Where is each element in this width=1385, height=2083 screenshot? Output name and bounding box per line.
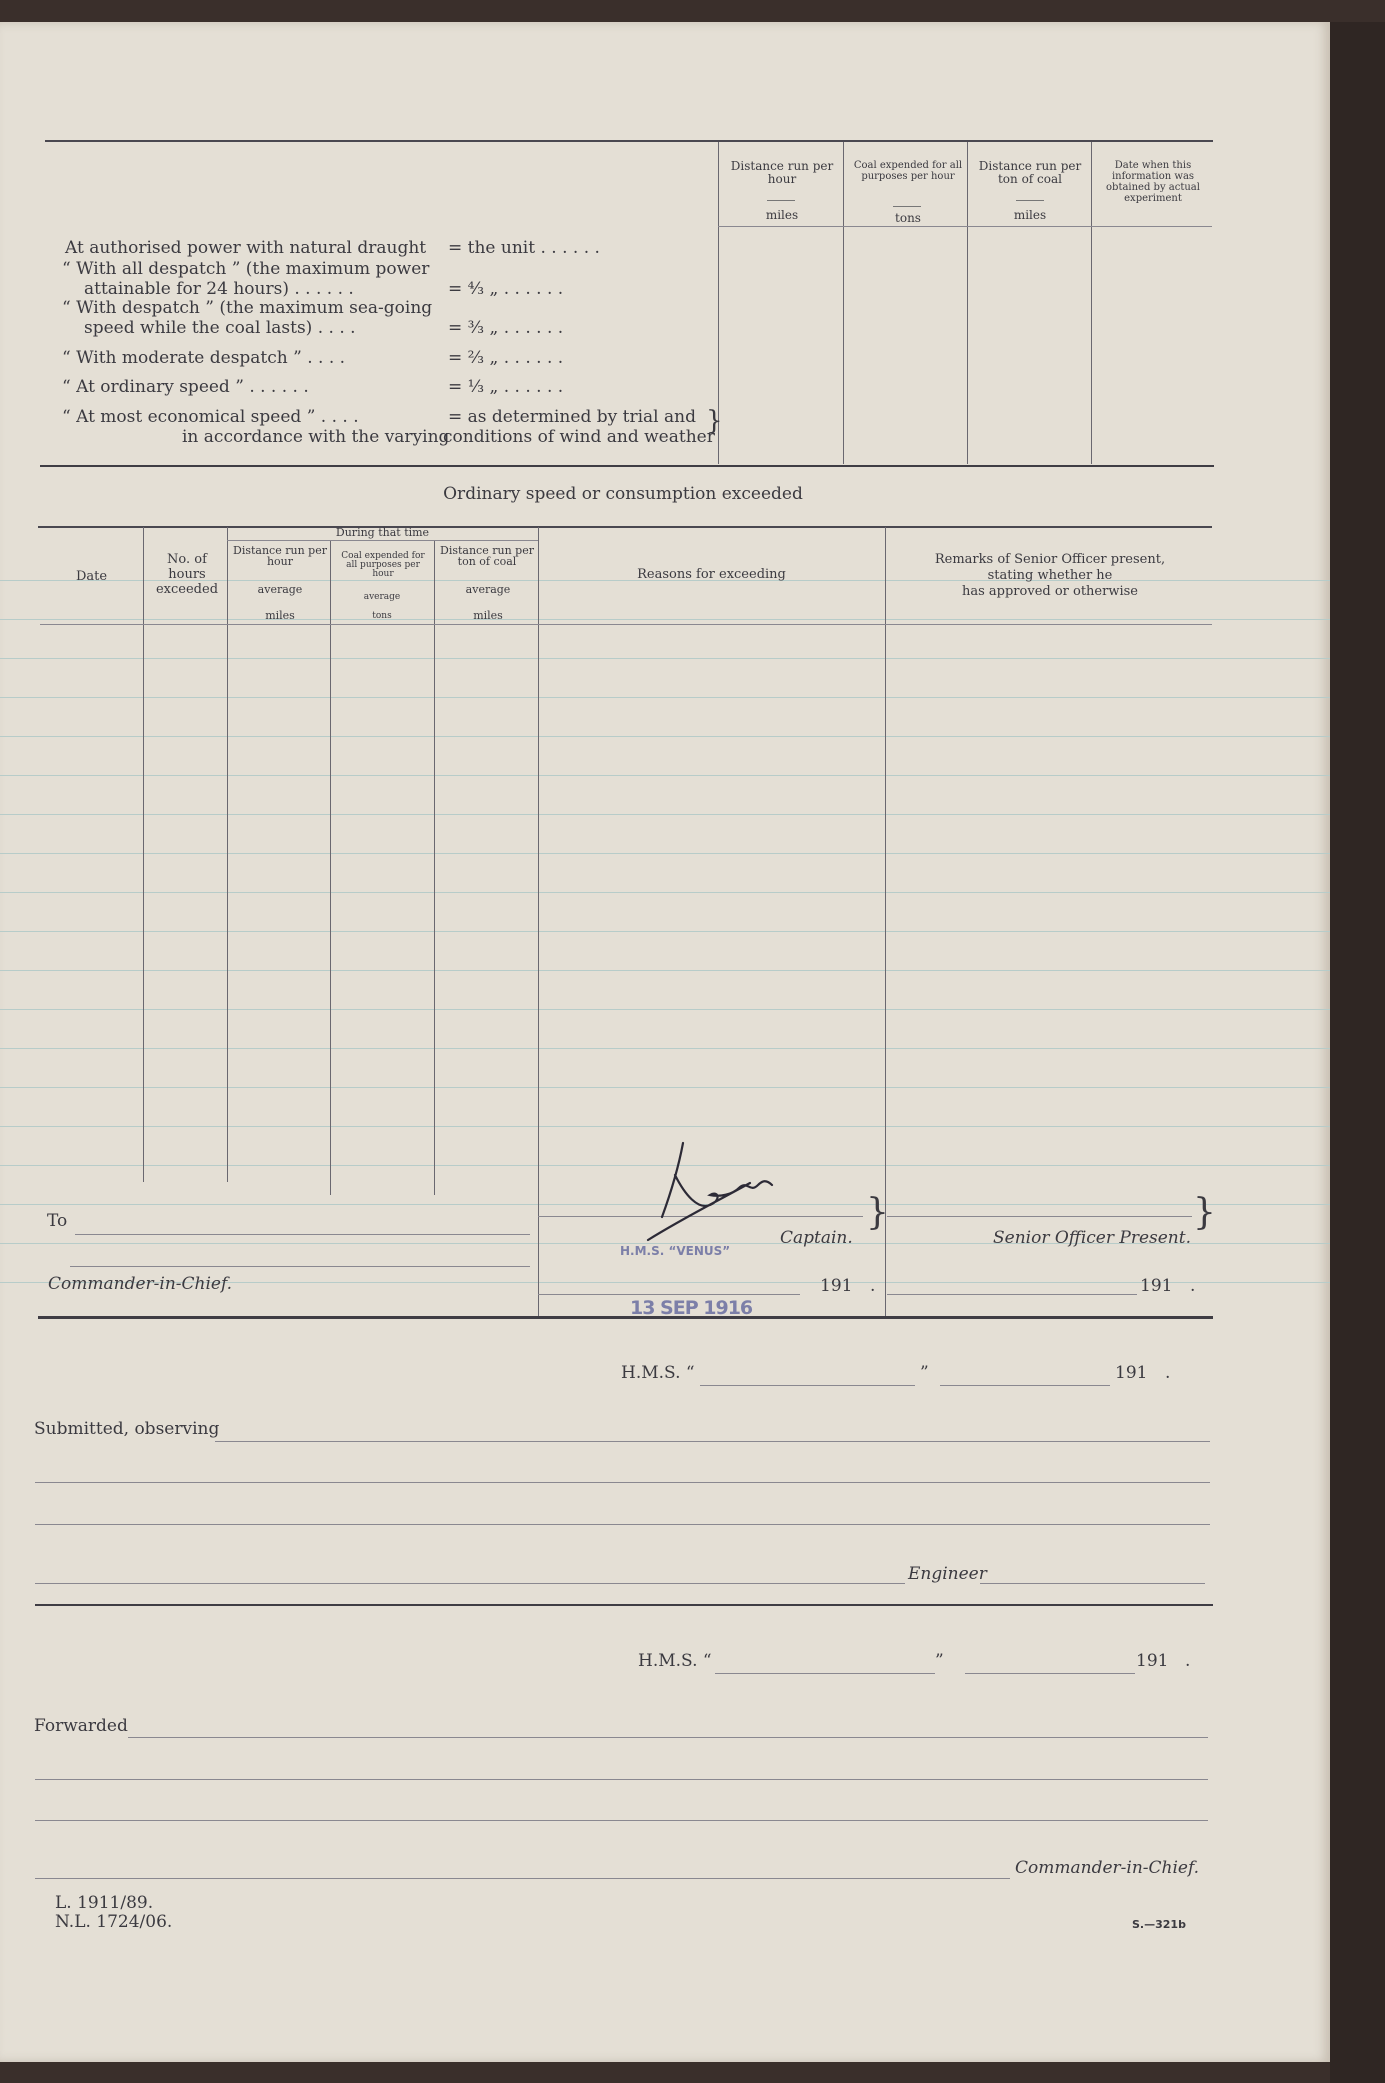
paper-rule: [0, 892, 1330, 893]
col-header-distance: Distance run per hour: [233, 544, 327, 568]
row-value: = ¹⁄₃ „ . . . . . .: [448, 377, 564, 397]
to-label: To: [47, 1211, 68, 1231]
paper-rule: [0, 814, 1330, 815]
brace: }: [866, 1192, 889, 1233]
col-header-date: Date when this information was obtained by actual experiment: [1106, 160, 1200, 204]
paper-rule: [0, 736, 1330, 737]
row-value: = ⁴⁄₃ „ . . . . . .: [448, 279, 564, 299]
year-prefix: 191: [1136, 1651, 1169, 1671]
senior-date-line[interactable]: [887, 1294, 1137, 1295]
col-header-coal: Coal expended for all purposes per hour: [853, 160, 963, 182]
col-divider: [538, 527, 539, 1317]
close-quote: ”: [920, 1363, 929, 1383]
forwarded-line[interactable]: [128, 1737, 1208, 1738]
submitted-line[interactable]: [215, 1441, 1210, 1442]
to-line[interactable]: [75, 1234, 530, 1235]
commander-in-chief-label: Commander-in-Chief.: [1015, 1858, 1200, 1878]
paper-rule: [0, 853, 1330, 854]
form-reference: N.L. 1724/06.: [55, 1912, 173, 1932]
captain-label: Captain.: [780, 1228, 853, 1248]
paper-rule: [0, 1009, 1330, 1010]
col-header-distance: Distance run per hour: [730, 159, 834, 186]
cinc-signature-line[interactable]: [35, 1878, 1010, 1879]
row-label: speed while the coal lasts) . . . .: [84, 318, 356, 338]
table-bottom-rule: [40, 465, 1214, 467]
paper-rule: [0, 1048, 1330, 1049]
senior-officer-label: Senior Officer Present.: [993, 1228, 1191, 1248]
date-line[interactable]: [965, 1673, 1135, 1674]
section-rule: [35, 1604, 1213, 1606]
unit-tons: tons: [895, 211, 921, 225]
col-header-distance-per-ton: Distance run per ton of coal: [978, 159, 1082, 186]
unit-dash: [893, 206, 921, 207]
submitted-line-2[interactable]: [35, 1482, 1210, 1483]
captain-signature: [640, 1135, 790, 1255]
year-prefix: 191: [1140, 1276, 1173, 1296]
header-rule: [718, 226, 1212, 227]
paper-rule: [0, 775, 1330, 776]
section-title: Ordinary speed or consumption exceeded: [443, 484, 803, 504]
date-line[interactable]: [940, 1385, 1110, 1386]
col-divider: [967, 142, 968, 464]
brace: }: [1193, 1192, 1216, 1233]
unit-miles: miles: [265, 609, 295, 622]
col-divider: [843, 142, 844, 464]
row-label: At authorised power with natural draught: [65, 238, 427, 258]
col-header-distance-per-ton: Distance run per ton of coal: [440, 544, 534, 568]
unit-tons: tons: [372, 611, 392, 621]
row-label: “ With all despatch ” (the maximum power: [62, 259, 430, 279]
col-header-date: Date: [75, 569, 108, 584]
year-prefix: 191: [1115, 1363, 1148, 1383]
paper-rule: [0, 1087, 1330, 1088]
close-quote: ”: [935, 1651, 944, 1671]
unit-average: average: [363, 592, 401, 602]
forwarded-label: Forwarded: [34, 1716, 128, 1736]
table-top-rule: [38, 526, 1212, 528]
row-label: “ With moderate despatch ” . . . .: [62, 348, 346, 368]
row-label: “ At most economical speed ” . . . .: [62, 407, 359, 427]
paper-rule: [0, 658, 1330, 659]
engineer-label: Engineer: [908, 1564, 987, 1584]
unit-average: average: [257, 583, 303, 596]
col-divider: [330, 540, 331, 1195]
captain-date-line[interactable]: [538, 1294, 800, 1295]
paper-rule: [0, 619, 1330, 620]
col-header-reasons: Reasons for exceeding: [637, 567, 786, 582]
unit-miles: miles: [473, 609, 503, 622]
full-stop: .: [1165, 1363, 1171, 1383]
during-label: During that time: [335, 526, 430, 539]
commander-in-chief-label: Commander-in-Chief.: [48, 1274, 233, 1294]
paper-rule: [0, 697, 1330, 698]
col-header-remarks-1: Remarks of Senior Officer present,: [934, 552, 1166, 567]
row-label: in accordance with the varying: [182, 427, 450, 447]
engineer-signature-line[interactable]: [35, 1583, 905, 1584]
form-reference: L. 1911/89.: [55, 1893, 154, 1913]
col-header-coal: Coal expended for all purposes per hour: [341, 551, 425, 579]
senior-officer-signature-line[interactable]: [887, 1216, 1192, 1217]
col-header-hours: No. of hours exceeded: [155, 552, 219, 597]
date-stamp: 13 SEP 1916: [630, 1297, 753, 1319]
unit-average: average: [465, 583, 511, 596]
row-value: = the unit . . . . . .: [448, 238, 600, 258]
brace: }: [706, 406, 723, 436]
ship-name-line[interactable]: [715, 1673, 935, 1674]
forwarded-line-2[interactable]: [35, 1779, 1208, 1780]
col-divider: [227, 527, 228, 1182]
row-label: attainable for 24 hours) . . . . . .: [84, 279, 354, 299]
table-top-rule: [45, 140, 1213, 142]
header-rule: [40, 624, 1212, 625]
col-divider: [143, 527, 144, 1182]
to-line-2[interactable]: [70, 1266, 530, 1267]
col-divider: [1091, 142, 1092, 464]
unit-dash: [767, 200, 795, 201]
row-label: “ With despatch ” (the maximum sea-going: [62, 298, 433, 318]
paper-rule: [0, 1126, 1330, 1127]
submitted-label: Submitted, observing: [34, 1419, 220, 1439]
form-code: S.—321b: [1132, 1918, 1186, 1931]
full-stop: .: [1185, 1651, 1191, 1671]
header-rule: [227, 540, 538, 541]
full-stop: .: [1190, 1276, 1196, 1296]
forwarded-line-3[interactable]: [35, 1820, 1208, 1821]
ship-stamp: H.M.S. “VENUS”: [620, 1244, 731, 1258]
section-rule: [38, 1316, 1213, 1319]
col-divider: [434, 540, 435, 1195]
binding-edge: [1330, 22, 1385, 2083]
row-label: “ At ordinary speed ” . . . . . .: [62, 377, 309, 397]
row-value: = ²⁄₃ „ . . . . . .: [448, 348, 564, 368]
col-header-remarks-2: stating whether he: [987, 568, 1113, 583]
hms-label: H.M.S. “: [621, 1363, 695, 1383]
row-value: = ³⁄₃ „ . . . . . .: [448, 318, 564, 338]
submitted-line-3[interactable]: [35, 1524, 1210, 1525]
unit-miles: miles: [1013, 208, 1047, 222]
unit-dash: [1016, 200, 1044, 201]
row-value: = as determined by trial and: [448, 407, 696, 427]
full-stop: .: [870, 1276, 876, 1296]
col-header-remarks-3: has approved or otherwise: [961, 584, 1138, 599]
engineer-line-end[interactable]: [980, 1583, 1205, 1584]
row-value: conditions of wind and weather: [443, 427, 715, 447]
paper-rule: [0, 931, 1330, 932]
ship-name-line[interactable]: [700, 1385, 915, 1386]
unit-miles: miles: [765, 208, 799, 222]
year-prefix: 191: [820, 1276, 853, 1296]
paper-rule: [0, 970, 1330, 971]
hms-label: H.M.S. “: [638, 1651, 712, 1671]
